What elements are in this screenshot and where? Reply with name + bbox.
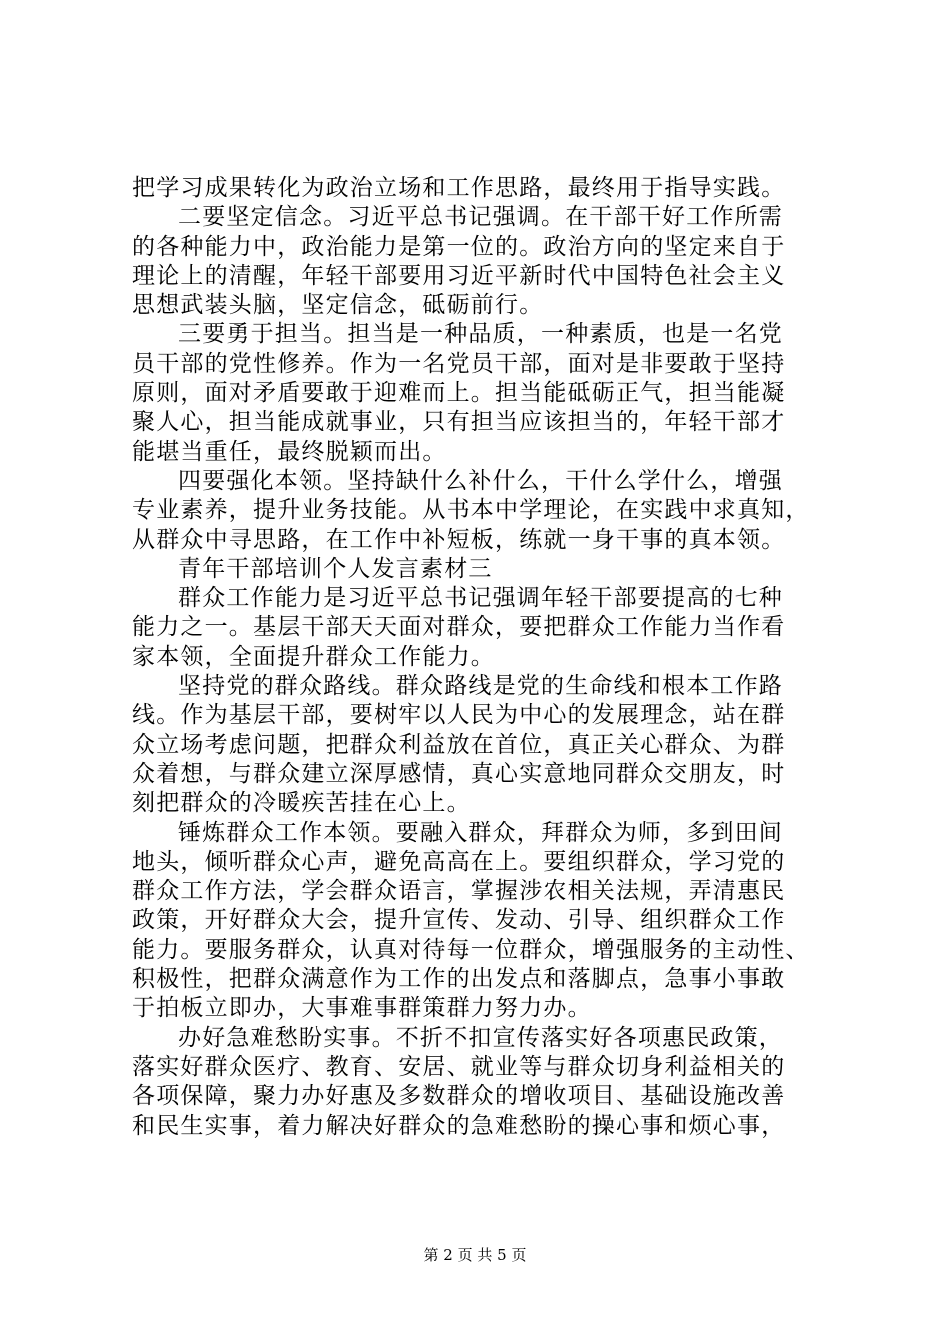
text-line: 积极性，把群众满意作为工作的出发点和落脚点，急事小事敢 xyxy=(132,966,786,993)
document-body xyxy=(132,174,832,1141)
paragraph xyxy=(132,584,832,672)
text-line: 二要坚定信念。习近平总书记强调。在干部干好工作所需 xyxy=(178,204,783,231)
paragraph xyxy=(132,203,832,320)
section-heading-text: 青年干部培训个人发言素材三 xyxy=(178,555,493,582)
page-number-footer xyxy=(0,1244,950,1265)
text-line: 众立场考虑问题，把群众利益放在首位，真正关心群众、为群 xyxy=(132,731,786,758)
text-line: 四要强化本领。坚持缺什么补什么，干什么学什么，增强 xyxy=(178,467,783,494)
paragraph xyxy=(132,467,832,555)
text-line: 群众工作能力是习近平总书记强调年轻干部要提高的七种 xyxy=(178,585,783,612)
text-line: 理论上的清醒，年轻干部要用习近平新时代中国特色社会主义 xyxy=(132,262,786,289)
text-line: 能力。要服务群众，认真对待每一位群众，增强服务的主动性、 xyxy=(132,936,810,963)
text-line: 地头，倾听群众心声，避免高高在上。要组织群众，学习党的 xyxy=(132,848,786,875)
text-line: 坚持党的群众路线。群众路线是党的生命线和根本工作路 xyxy=(178,673,783,700)
text-line: 各项保障，聚力办好惠及多数群众的增收项目、基础设施改善 xyxy=(132,1083,786,1110)
paragraph xyxy=(132,672,832,818)
text-line: 从群众中寻思路，在工作中补短板，练就一身干事的真本领。 xyxy=(132,526,786,553)
text-line: 聚人心，担当能成就事业，只有担当应该担当的，年轻干部才 xyxy=(132,409,786,436)
text-line: 线。作为基层干部，要树牢以人民为中心的发展理念，站在群 xyxy=(132,702,786,729)
paragraph xyxy=(132,819,832,1024)
text-line: 的各种能力中，政治能力是第一位的。政治方向的坚定来自于 xyxy=(132,233,786,260)
text-line: 原则，面对矛盾要敢于迎难而上。担当能砥砺正气，担当能凝 xyxy=(132,380,786,407)
paragraph xyxy=(132,174,832,203)
text-line: 能力之一。基层干部天天面对群众，要把群众工作能力当作看 xyxy=(132,614,786,641)
text-line: 把学习成果转化为政治立场和工作思路，最终用于指导实践。 xyxy=(132,175,786,201)
paragraph xyxy=(132,1024,832,1141)
text-line: 政策，开好群众大会，提升宣传、发动、引导、组织群众工作 xyxy=(132,907,786,934)
text-line: 家本领，全面提升群众工作能力。 xyxy=(132,643,495,670)
text-line: 落实好群众医疗、教育、安居、就业等与群众切身利益相关的 xyxy=(132,1053,786,1080)
text-line: 思想武装头脑，坚定信念，砥砺前行。 xyxy=(132,292,544,319)
text-line: 办好急难愁盼实事。不折不扣宣传落实好各项惠民政策， xyxy=(178,1024,783,1051)
section-heading xyxy=(132,555,832,584)
text-line: 和民生实事，着力解决好群众的急难愁盼的操心事和烦心事， xyxy=(132,1112,786,1139)
text-line: 刻把群众的冷暖疾苦挂在心上。 xyxy=(132,790,471,817)
text-line: 员干部的党性修养。作为一名党员干部，面对是非要敢于坚持 xyxy=(132,350,786,377)
text-line: 三要勇于担当。担当是一种品质，一种素质，也是一名党 xyxy=(178,321,783,348)
text-line: 于拍板立即办，大事难事群策群力努力办。 xyxy=(132,995,592,1022)
text-line: 能堪当重任，最终脱颖而出。 xyxy=(132,438,447,465)
text-line: 专业素养，提升业务技能。从书本中学理论，在实践中求真知， xyxy=(132,497,810,524)
page-number-label: 第 2 页 共 5 页 xyxy=(423,1246,527,1264)
text-line: 锤炼群众工作本领。要融入群众，拜群众为师，多到田间 xyxy=(178,819,783,846)
text-line: 众着想，与群众建立深厚感情，真心实意地同群众交朋友，时 xyxy=(132,760,786,787)
paragraph xyxy=(132,320,832,466)
text-line: 群众工作方法，学会群众语言，掌握涉农相关法规，弄清惠民 xyxy=(132,878,786,905)
